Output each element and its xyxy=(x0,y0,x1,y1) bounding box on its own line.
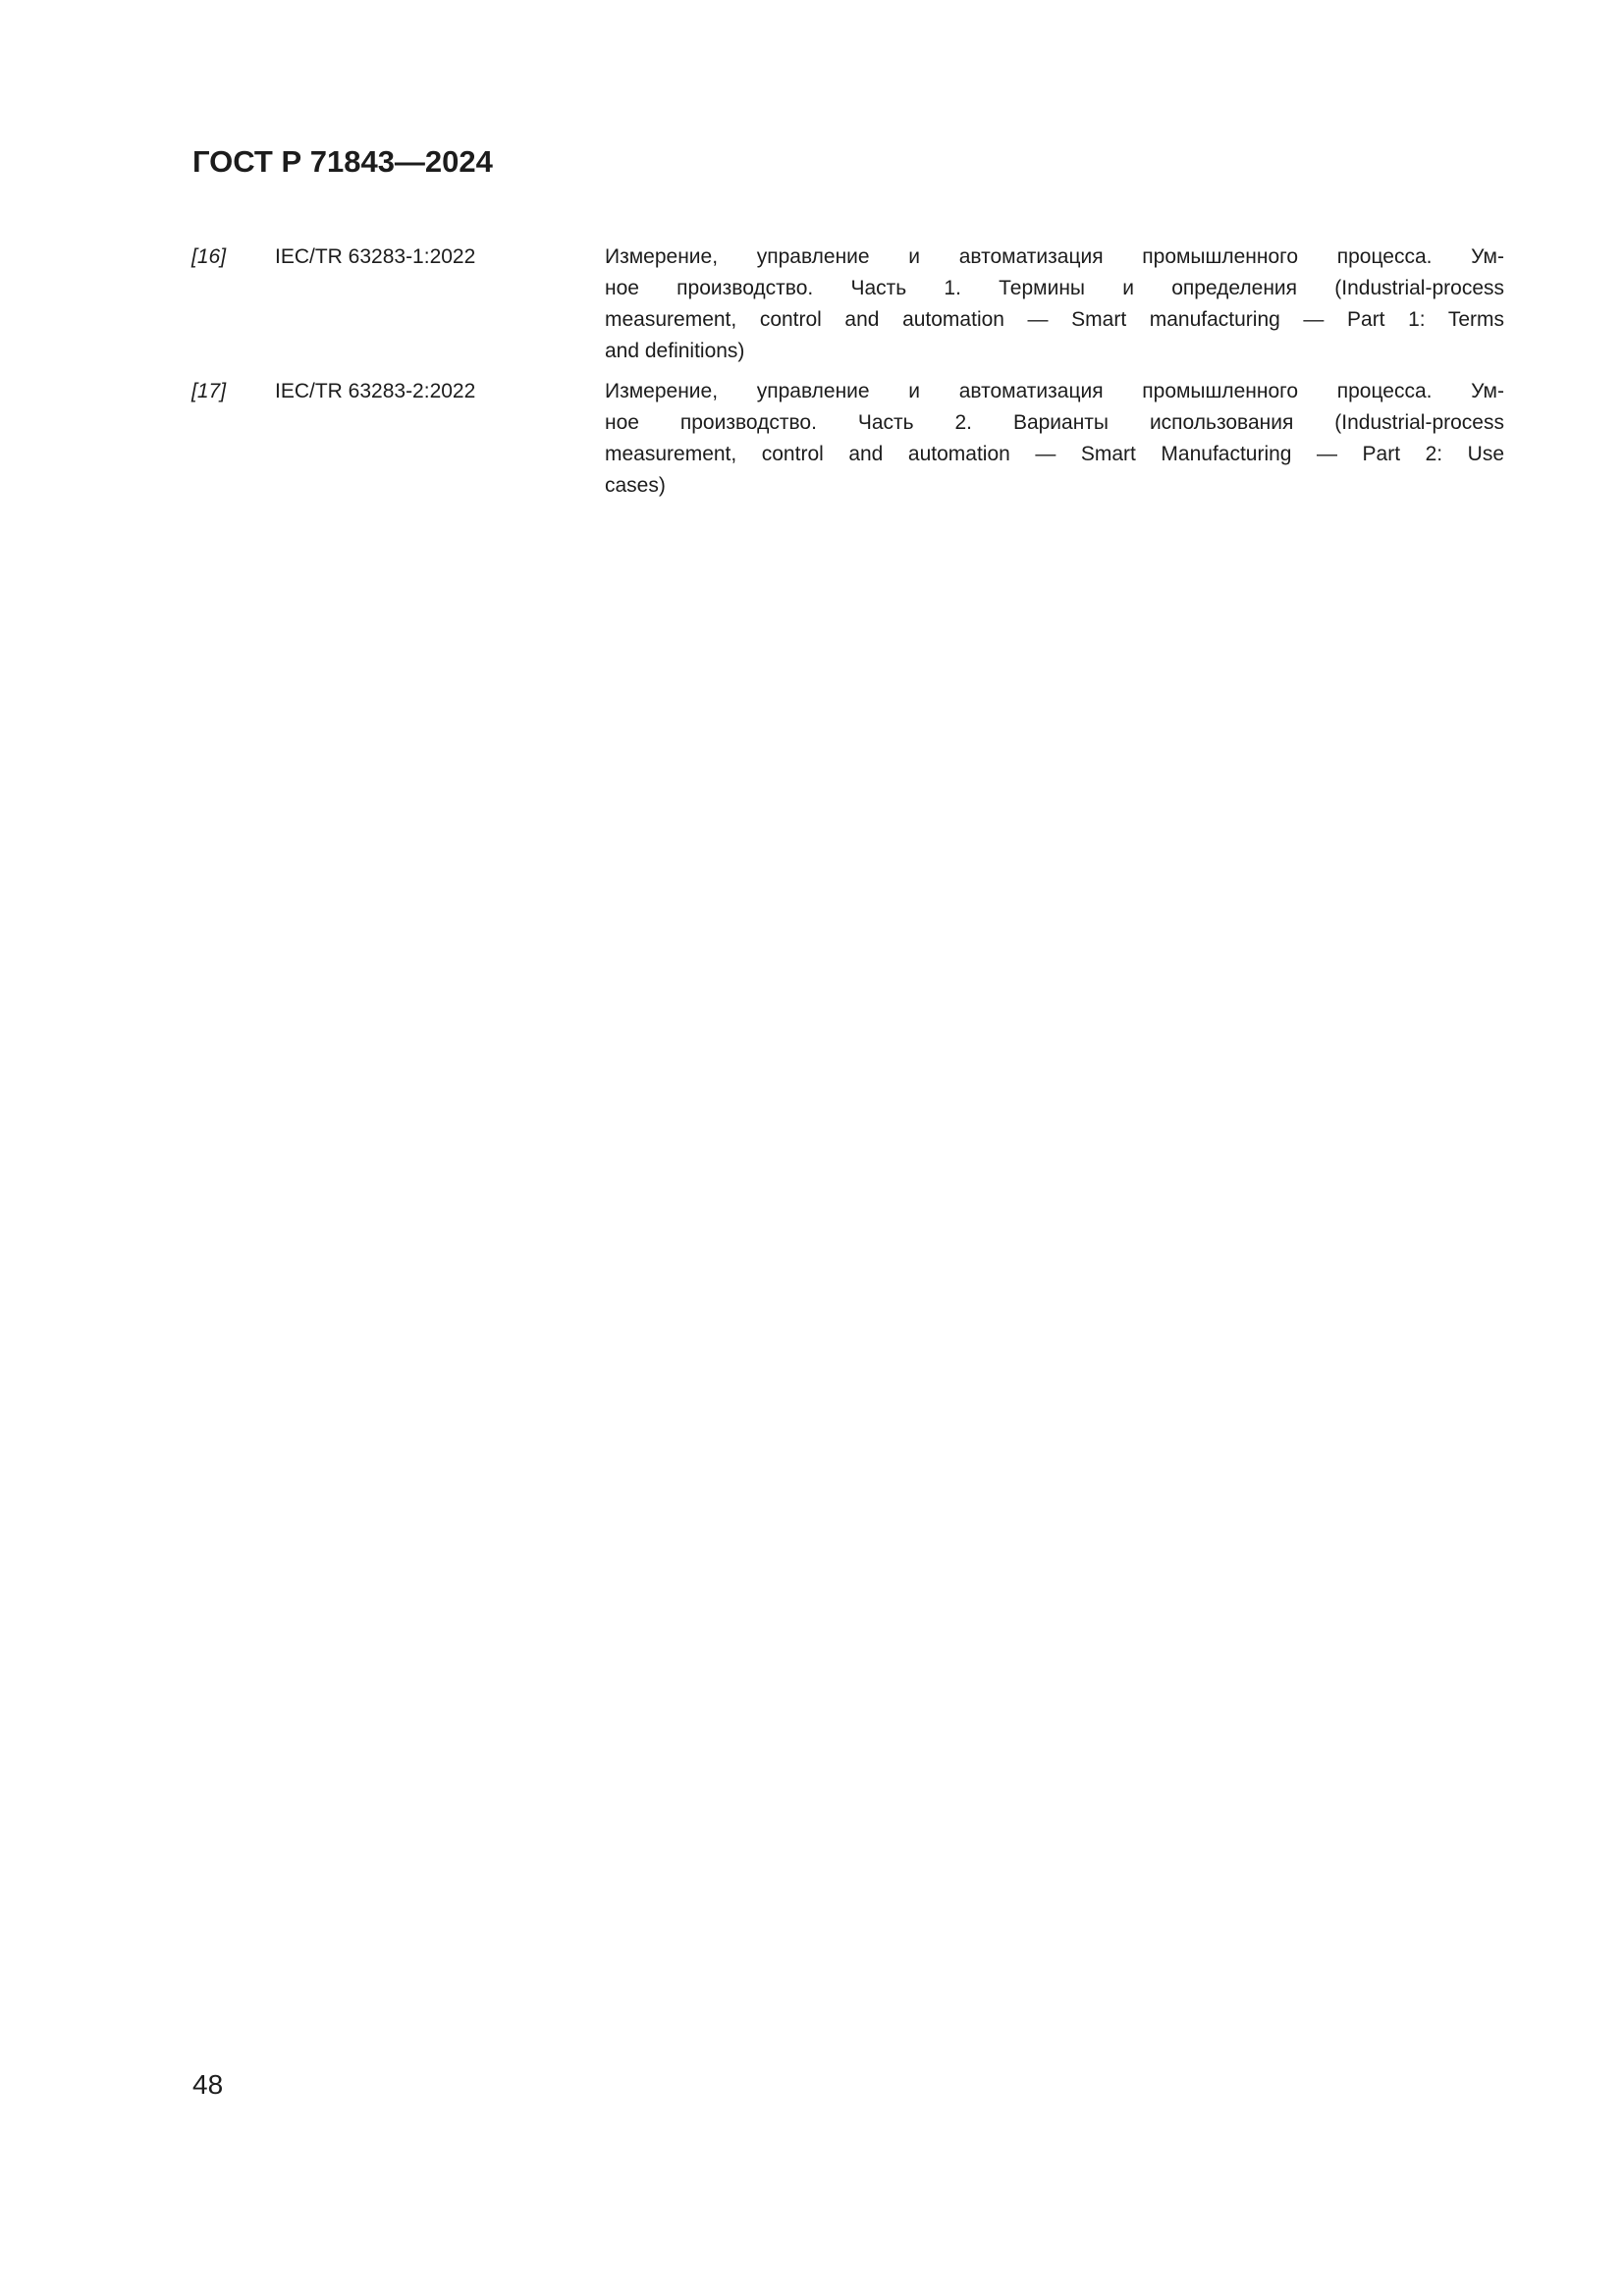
entry-description xyxy=(605,376,1504,502)
description-line: measurement, control and automation — Smart manufacturing — Part 1: Terms xyxy=(605,308,1504,331)
description-line: measurement, control and automation — Smart Manufacturing — Part 2: Use xyxy=(605,443,1504,465)
bibliography-list xyxy=(191,241,1504,510)
entry-description xyxy=(605,241,1504,367)
bibliography-entry xyxy=(191,241,1504,367)
description-line: ное производство. Часть 1. Термины и определения (Industrial-process xyxy=(605,277,1504,299)
document-header-title: ГОСТ Р 71843—2024 xyxy=(192,144,493,179)
description-line: Измерение, управление и автоматизация промышленного процесса. Ум- xyxy=(605,245,1504,268)
entry-reference: IEC/TR 63283-2:2022 xyxy=(275,380,476,402)
description-line: ное производство. Часть 2. Варианты использования (Industrial-process xyxy=(605,411,1504,434)
entry-label: [17] xyxy=(191,380,227,402)
description-line: and definitions) xyxy=(605,340,745,362)
description-line: Измерение, управление и автоматизация промышленного процесса. Ум- xyxy=(605,380,1504,402)
bibliography-entry xyxy=(191,376,1504,502)
page-number: 48 xyxy=(192,2069,224,2100)
entry-label: [16] xyxy=(191,245,227,268)
entry-reference: IEC/TR 63283-1:2022 xyxy=(275,245,476,268)
description-line: cases) xyxy=(605,474,666,497)
